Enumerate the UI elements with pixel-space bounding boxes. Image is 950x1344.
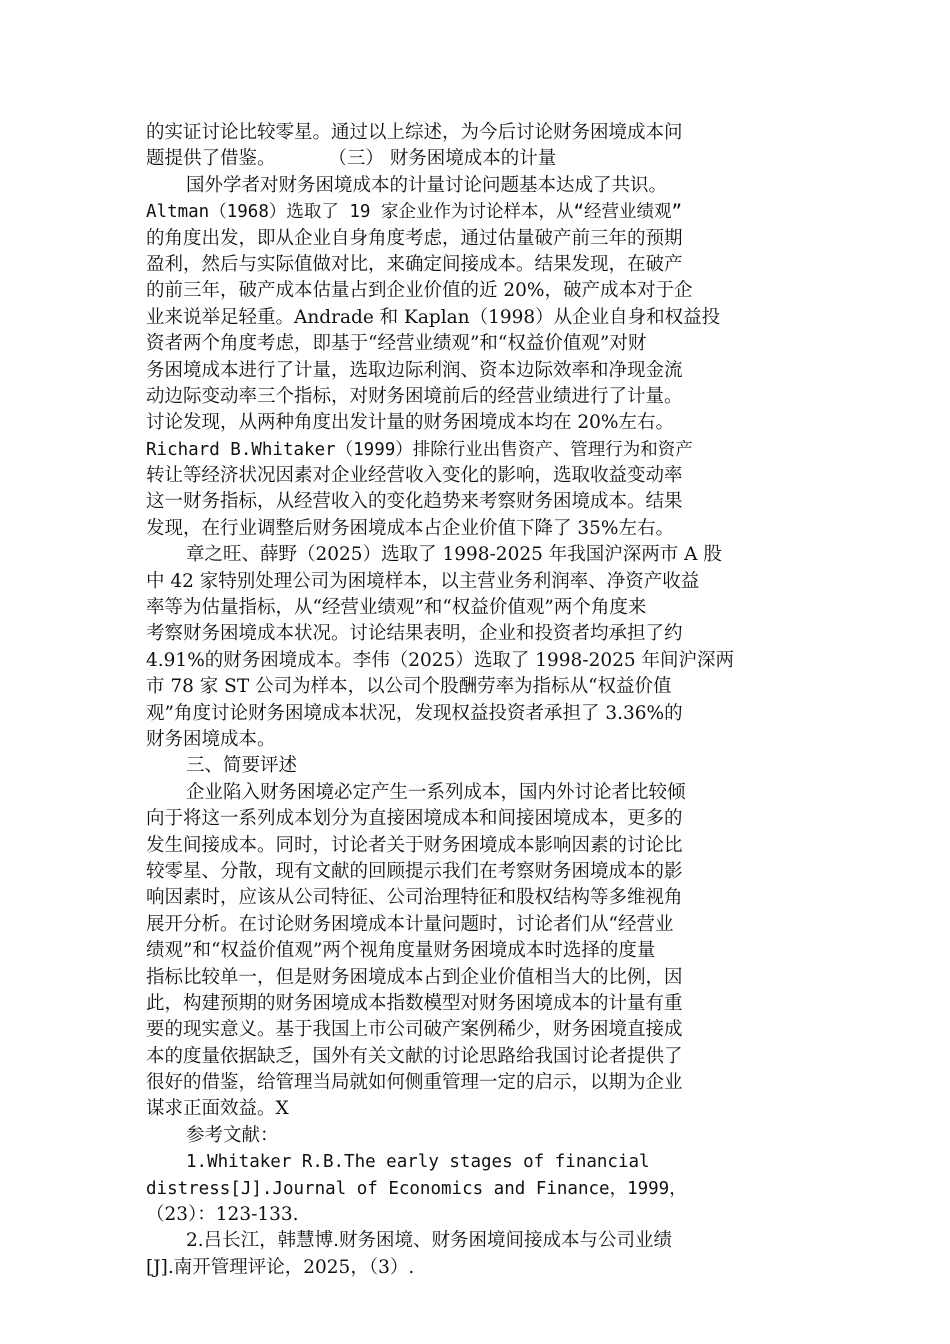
text-line: 此，构建预期的财务困境成本指数模型对财务困境成本的计量有重 — [146, 992, 683, 1014]
text-line: 的角度出发，即从企业自身角度考虑，通过估量破产前三年的预期 — [146, 227, 683, 249]
text-line: Richard B.Whitaker（1999）排除行业出售资产、管理行为和资产 — [146, 439, 693, 460]
text-line: 绩观”和“权益价值观”两个视角度量财务困境成本时选择的度量 — [146, 940, 656, 962]
text-line: 谋求正面效益。X — [146, 1098, 289, 1120]
text-line: 响因素时，应该从公司特征、公司治理特征和股权结构等多维视角 — [146, 887, 683, 909]
text-line: 率等为估量指标，从“经营业绩观”和“权益价值观”两个角度来 — [146, 597, 647, 619]
text-line: 财务困境成本。 — [146, 728, 276, 750]
paragraph-first-line: 企业陷入财务困境必定产生一系列成本，国内外讨论者比较倾 — [186, 781, 686, 803]
text-line: 考察财务困境成本状况。讨论结果表明，企业和投资者均承担了约 — [146, 623, 683, 645]
text-line: 业来说举足轻重。Andrade 和 Kaplan（1998）从企业自身和权益投 — [146, 306, 721, 328]
reference-item-continued: [J].南开管理评论，2025，（3）. — [146, 1256, 415, 1278]
text-line: 中 42 家特别处理公司为困境样本，以主营业务利润率、净资产收益 — [146, 570, 700, 592]
reference-item-continued: （23）：123-133. — [146, 1204, 299, 1226]
text-line: 盈利，然后与实际值做对比，来确定间接成本。结果发现，在破产 — [146, 253, 683, 275]
text-line: 4.91%的财务困境成本。李伟（2025）选取了 1998-2025 年间沪深两 — [146, 649, 735, 671]
text-line: 市 78 家 ST 公司为样本，以公司个股酬劳率为指标从“权益价值 — [146, 676, 672, 698]
section-heading: 三、简要评述 — [186, 755, 298, 777]
text-line: 要的现实意义。基于我国上市公司破产案例稀少，财务困境直接成 — [146, 1019, 683, 1041]
text-line: 指标比较单一，但是财务困境成本占到企业价值相当大的比例，因 — [146, 966, 683, 988]
section-heading-line: 题提供了借鉴。 （三） 财务困境成本的计量 — [146, 148, 557, 170]
reference-item: 1.Whitaker R.B.The early stages of financial — [186, 1152, 650, 1173]
document-page — [146, 120, 804, 1281]
references-heading: 参考文献： — [186, 1124, 279, 1146]
text-line: 务困境成本进行了计量，选取边际利润、资本边际效率和净现金流 — [146, 359, 683, 381]
text-line: 转让等经济状况因素对企业经营收入变化的影响，选取收益变动率 — [146, 465, 683, 487]
text-line: 发现，在行业调整后财务困境成本占企业价值下降了 35%左右。 — [146, 517, 675, 539]
text-line: 发生间接成本。同时，讨论者关于财务困境成本影响因素的讨论比 — [146, 834, 683, 856]
text-line: 这一财务指标，从经营收入的变化趋势来考察财务困境成本。结果 — [146, 491, 683, 513]
text-line: 较零星、分散，现有文献的回顾提示我们在考察财务困境成本的影 — [146, 860, 683, 882]
reference-item: 2.吕长江，韩慧博.财务困境、财务困境间接成本与公司业绩 — [186, 1230, 673, 1252]
text-line: 动边际变动率三个指标，对财务困境前后的经营业绩进行了计量。 — [146, 385, 683, 407]
text-line: 展开分析。在讨论财务困境成本计量问题时，讨论者们从“经营业 — [146, 913, 674, 935]
text-line: 的前三年，破产成本估量占到企业价值的近 20%，破产成本对于企 — [146, 280, 693, 302]
text-line: 观”角度讨论财务困境成本状况，发现权益投资者承担了 3.36%的 — [146, 702, 683, 724]
text-line: Altman（1968）选取了 19 家企业作为讨论样本，从“经营业绩观” — [146, 202, 683, 223]
paragraph-first-line: 国外学者对财务困境成本的计量讨论问题基本达成了共识。 — [186, 174, 668, 196]
text-line: 讨论发现，从两种角度出发计量的财务困境成本均在 20%左右。 — [146, 412, 675, 434]
text-line: 很好的借鉴，给管理当局就如何侧重管理一定的启示，以期为企业 — [146, 1072, 683, 1094]
text-line: 资者两个角度考虑，即基于“经营业绩观”和“权益价值观”对财 — [146, 333, 647, 355]
paragraph-first-line: 章之旺、薛野（2025）选取了 1998-2025 年我国沪深两市 A 股 — [186, 544, 722, 566]
text-line: 本的度量依据缺乏，国外有关文献的讨论思路给我国讨论者提供了 — [146, 1045, 683, 1067]
reference-item-continued: distress[J].Journal of Economics and Finance，1999， — [146, 1178, 687, 1199]
text-line: 的实证讨论比较零星。通过以上综述，为今后讨论财务困境成本问 — [146, 122, 683, 143]
text-line: 向于将这一系列成本划分为直接困境成本和间接困境成本，更多的 — [146, 808, 683, 830]
